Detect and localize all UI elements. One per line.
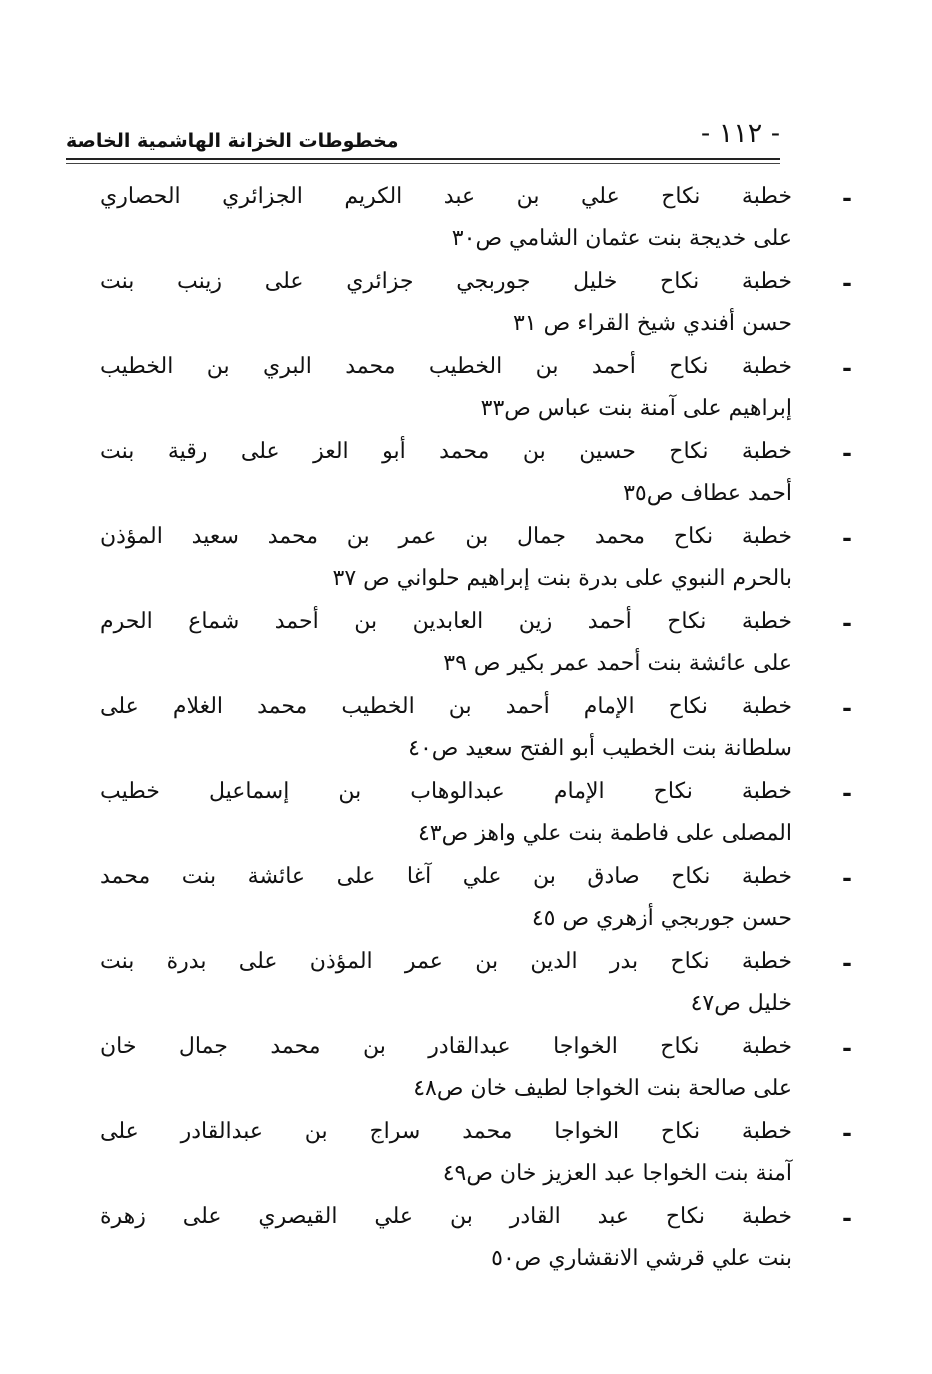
entry-line-1: خطبة نكاح بدر الدين بن عمر المؤذن على بدرة بنت	[100, 949, 792, 974]
entry-line-1: خطبة نكاح صادق بن علي آغا على عائشة بنت محمد	[100, 864, 792, 889]
entry-list	[77, 176, 852, 1281]
entry-line-2: أحمد عطاف ص٣٥	[623, 481, 792, 506]
header-rule-thin	[66, 163, 780, 164]
entry-line-2: إبراهيم على آمنة بنت عباس ص٣٣	[480, 396, 792, 421]
entry-line-1: خطبة نكاح أحمد بن الخطيب محمد البري بن الخطيب	[100, 354, 792, 379]
page-number: - ١١٢ -	[701, 118, 780, 149]
entry-line-1: خطبة نكاح أحمد زين العابدين بن أحمد شماع الحرم	[100, 609, 792, 634]
entry-line-1: خطبة نكاح الإمام عبدالوهاب بن إسماعيل خطيب	[100, 779, 792, 804]
dash-bullet: -	[842, 693, 852, 722]
entry-line-1: خطبة نكاح علي بن عبد الكريم الجزائري الحصاري	[100, 184, 792, 209]
list-item	[77, 516, 852, 601]
dash-bullet: -	[842, 778, 852, 807]
entry-line-1: خطبة نكاح خليل جوربجي جزائري على زينب بنت	[100, 269, 792, 294]
entry-line-2: آمنة بنت الخواجا عبد العزيز خان ص٤٩	[442, 1161, 792, 1186]
entry-line-1: خطبة نكاح الخواجا محمد سراج بن عبدالقادر على	[100, 1119, 792, 1144]
dash-bullet: -	[842, 1033, 852, 1062]
entry-line-1: خطبة نكاح عبد القادر بن علي القيصري على زهرة	[100, 1204, 792, 1229]
entry-line-1: خطبة نكاح الإمام أحمد بن الخطيب محمد الغلام على	[100, 694, 792, 719]
list-item	[77, 601, 852, 686]
dash-bullet: -	[842, 948, 852, 977]
entry-line-2: بالحرم النبوي على بدرة بنت إبراهيم حلواني ص ٣٧	[332, 566, 792, 591]
dash-bullet: -	[842, 268, 852, 297]
page-header	[66, 118, 780, 158]
list-item	[77, 1111, 852, 1196]
list-item	[77, 1196, 852, 1281]
list-item	[77, 771, 852, 856]
dash-bullet: -	[842, 1203, 852, 1232]
dash-bullet: -	[842, 353, 852, 382]
dash-bullet: -	[842, 1118, 852, 1147]
list-item	[77, 686, 852, 771]
dash-bullet: -	[842, 863, 852, 892]
entry-line-1: خطبة نكاح الخواجا عبدالقادر بن محمد جمال خان	[100, 1034, 792, 1059]
entry-line-2: على خديجة بنت عثمان الشامي ص٣٠	[451, 226, 792, 251]
list-item	[77, 941, 852, 1026]
entry-line-1: خطبة نكاح حسين بن محمد أبو العز على رقية بنت	[100, 439, 792, 464]
dash-bullet: -	[842, 183, 852, 212]
dash-bullet: -	[842, 438, 852, 467]
list-item	[77, 856, 852, 941]
header-rule-thick	[66, 158, 780, 160]
list-item	[77, 1026, 852, 1111]
list-item	[77, 346, 852, 431]
dash-bullet: -	[842, 608, 852, 637]
entry-line-2: سلطانة بنت الخطيب أبو الفتح سعيد ص٤٠	[408, 736, 792, 761]
list-item	[77, 261, 852, 346]
entry-line-2: خليل ص٤٧	[690, 991, 792, 1016]
running-title: مخطوطات الخزانة الهاشمية الخاصة	[66, 130, 399, 152]
entry-line-2: على عائشة بنت أحمد عمر بكير ص ٣٩	[443, 651, 792, 676]
dash-bullet: -	[842, 523, 852, 552]
entry-line-2: بنت علي قرشي الانقشاري ص٥٠	[491, 1246, 792, 1271]
entry-line-2: على صالحة بنت الخواجا لطيف خان ص٤٨	[413, 1076, 792, 1101]
entry-line-2: حسن جوربجي أزهري ص ٤٥	[531, 906, 792, 931]
list-item	[77, 431, 852, 516]
list-item	[77, 176, 852, 261]
entry-line-2: حسن أفندي شيخ القراء ص ٣١	[512, 311, 792, 336]
entry-line-1: خطبة نكاح محمد جمال بن عمر بن محمد سعيد المؤذن	[100, 524, 793, 549]
entry-line-2: المصلى على فاطمة بنت علي واهز ص٤٣	[417, 821, 792, 846]
